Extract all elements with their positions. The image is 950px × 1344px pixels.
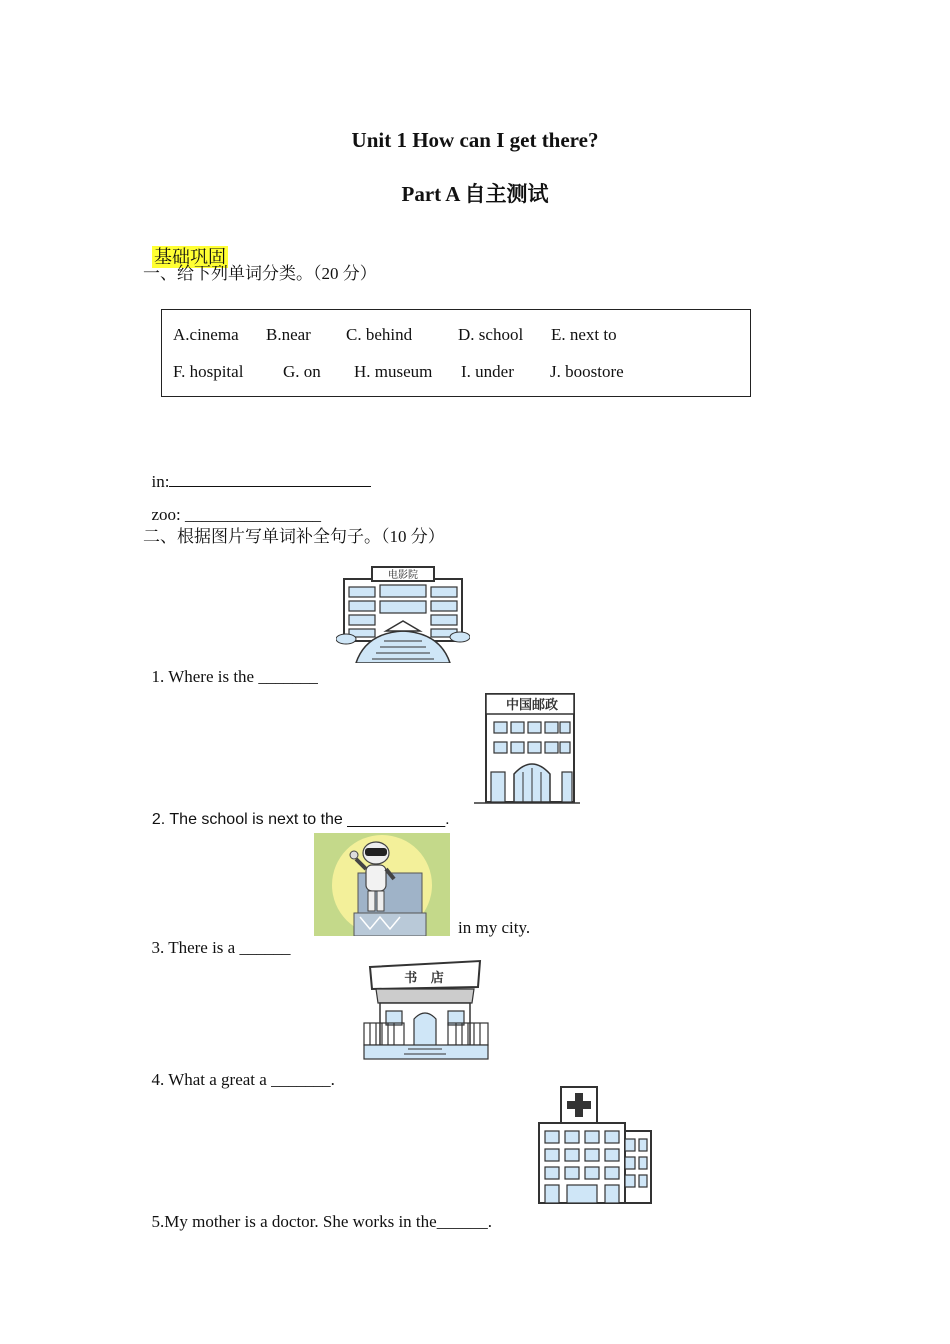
- post-office-icon: [474, 690, 580, 806]
- sentence-5: [143, 1192, 492, 1232]
- cinema-sign: 电影院: [388, 570, 418, 581]
- sentence-4-text: 4. What a great a: [151, 1070, 272, 1089]
- sentence-5-text: 5.My mother is a doctor. She works in the: [151, 1212, 437, 1231]
- label-zoo: zoo:: [151, 505, 186, 524]
- q1-heading: 一、给下列单词分类。（20 分）: [143, 264, 377, 283]
- word-box: [161, 309, 751, 397]
- option-d: D. school: [458, 325, 524, 344]
- sentence-5-blank[interactable]: ______.: [436, 1212, 492, 1231]
- cinema-icon: [336, 561, 470, 663]
- q2-heading: 二、根据图片写单词补全句子。（10 分）: [143, 527, 445, 546]
- answer-line-zoo: [143, 485, 321, 525]
- label-in: in:: [151, 472, 170, 491]
- option-h: H. museum: [354, 362, 433, 381]
- option-e: E. next to: [551, 325, 617, 344]
- option-c: C. behind: [346, 325, 413, 344]
- page-subtitle: Part A 自主测试: [401, 182, 549, 206]
- page-title: Unit 1 How can I get there?: [351, 128, 599, 152]
- sentence-2-text: 2. The school is next to the: [151, 811, 348, 828]
- section-tag-text: 基础巩固: [154, 247, 226, 267]
- sentence-4: [143, 1050, 335, 1090]
- sentence-4-blank[interactable]: _______.: [271, 1070, 335, 1089]
- option-i: I. under: [461, 362, 514, 381]
- sentence-1: [143, 647, 318, 687]
- sentence-1-text: 1. Where is the: [151, 667, 259, 686]
- bookstore-icon: [362, 959, 490, 1063]
- robot-museum-icon: [314, 833, 450, 936]
- sentence-2: [143, 793, 450, 829]
- sentence-3-after: in my city.: [458, 918, 531, 937]
- option-a: A.cinema: [173, 325, 239, 344]
- hospital-icon: [531, 1083, 657, 1207]
- blank-zoo[interactable]: ________________: [185, 505, 322, 524]
- sentence-3: [143, 918, 290, 958]
- sentence-3-text: 3. There is a: [151, 938, 240, 957]
- option-f: F. hospital: [173, 362, 244, 381]
- option-b: B.near: [266, 325, 311, 344]
- sentence-2-blank[interactable]: ___________.: [347, 811, 450, 828]
- option-g: G. on: [283, 362, 321, 381]
- post-office-sign: 中国邮政: [505, 698, 559, 713]
- bookstore-sign: 书 店: [404, 971, 444, 986]
- option-j: J. boostore: [550, 362, 624, 381]
- sentence-3-blank[interactable]: ______: [239, 938, 291, 957]
- sentence-1-blank[interactable]: _______: [258, 667, 318, 686]
